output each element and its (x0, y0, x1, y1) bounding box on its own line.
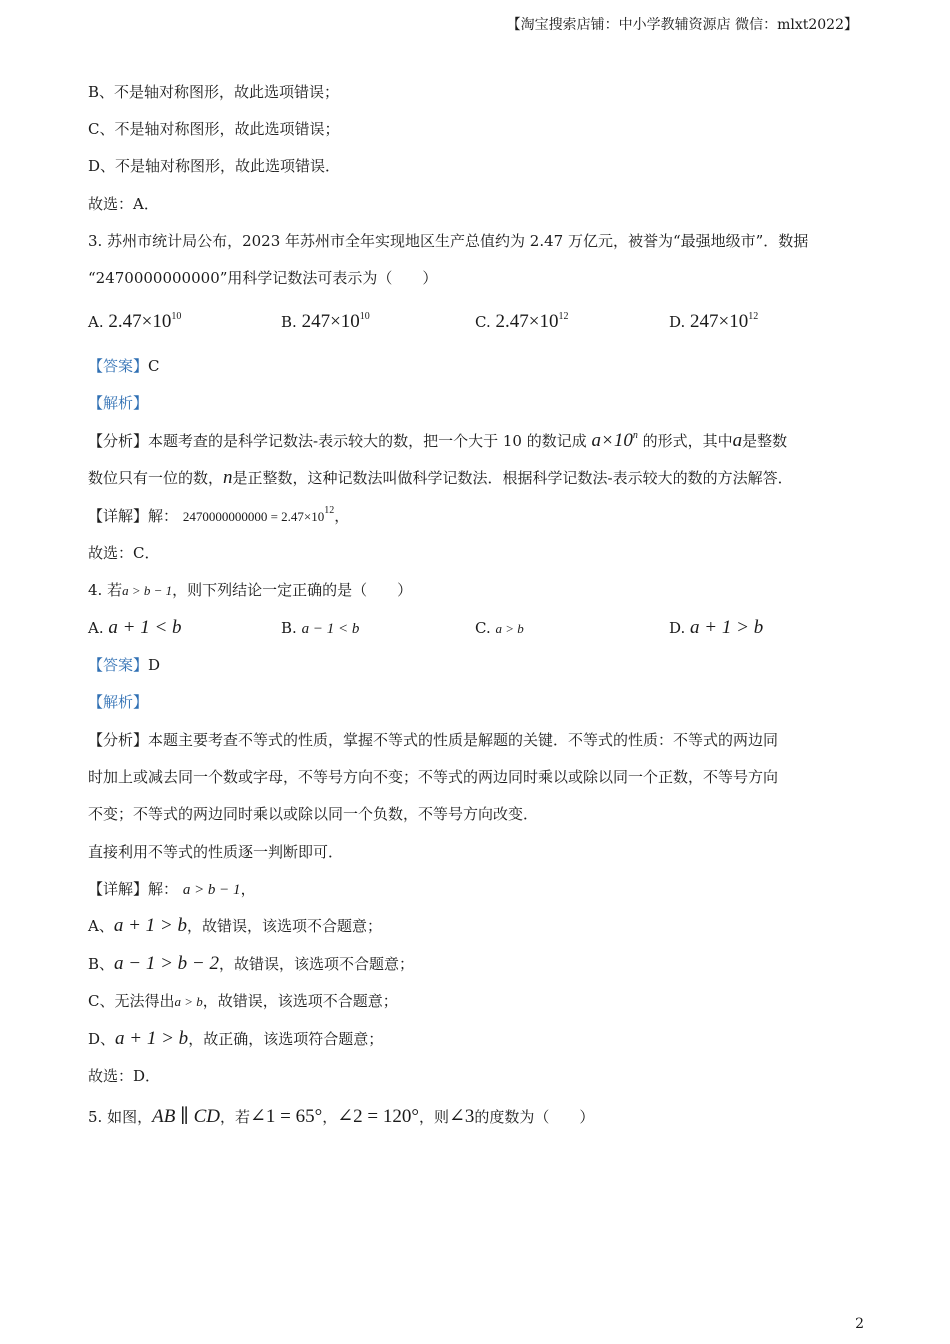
q2-option-c-explanation: C、不是轴对称图形，故此选项错误； (88, 120, 340, 138)
q3-option-a (88, 311, 181, 333)
detail-tag: 【详解】 (88, 507, 149, 525)
option-expression: a + 1 > b (690, 617, 764, 638)
q3-option-d (669, 311, 758, 333)
q3-stem-line1: 3. 苏州市统计局公布，2023 年苏州市全年实现地区生产总值约为 2.47 万亿元，被誉为“最强地级市”．数据 (88, 232, 809, 250)
page-header: 【淘宝搜索店铺：中小学教辅资源店 微信：mlxt2022】 (506, 17, 858, 33)
answer-tag: 【答案】 (88, 656, 149, 674)
q4-fenxi-line2: 时加上或减去同一个数或字母，不等号方向不变；不等式的两边同时乘以或除以同一个正数，不等号方向 (88, 768, 779, 786)
option-expression: a > b (495, 621, 524, 636)
option-letter: A. (88, 619, 104, 637)
option-expression: $247\times 10^{12}$ (690, 311, 759, 332)
q4-stem: 4. 若a > b − 1，则下列结论一定正确的是（ ） (88, 581, 413, 599)
option-expression: a − 1 < b (301, 621, 360, 637)
q4-option-a (88, 617, 182, 639)
option-letter: D. (669, 619, 686, 637)
q4-fenxi-line4: 直接利用不等式的性质逐一判断即可． (88, 843, 344, 861)
q4-analysis-tag: 【解析】 (88, 693, 149, 711)
q4-option-c (475, 617, 524, 640)
q3-stem-line2: “2470000000000”用科学记数法可表示为（ ） (88, 269, 438, 287)
q4-detail: 【详解】解： a > b − 1， (88, 880, 256, 898)
q4-choice: 故选：D． (88, 1067, 161, 1085)
option-expression: $2.47\times 10^{10}$ (108, 311, 182, 332)
q4-fenxi-line1: 【分析】本题主要考查不等式的性质，掌握不等式的性质是解题的关键．不等式的性质：不等式的两边同 (88, 731, 779, 749)
q2-option-d-explanation: D、不是轴对称图形，故此选项错误． (88, 157, 341, 175)
q3-analysis-tag: 【解析】 (88, 394, 149, 412)
q3-fenxi-line2: 数位只有一位的数，n是正整数，这种记数法叫做科学记数法．根据科学记数法-表示较大的数的方法解答． (88, 467, 793, 488)
option-expression: $247\times 10^{10}$ (301, 311, 370, 332)
detail-tag: 【详解】 (88, 880, 149, 898)
option-letter: C. (475, 313, 491, 331)
q4-fenxi-line3: 不变；不等式的两边同时乘以或除以同一个负数，不等号方向改变． (88, 805, 539, 823)
answer-tag: 【答案】 (88, 357, 149, 375)
q3-choice: 故选：C． (88, 544, 160, 562)
option-expression: $2.47\times 10^{12}$ (495, 311, 569, 332)
q5-stem: 5. 如图，AB ∥ CD，若∠1 = 65°，∠2 = 120°，则∠3的度数为（ ） (88, 1106, 595, 1127)
q4-detail-option-c: C、无法得出a > b，故错误，该选项不合题意； (88, 992, 398, 1010)
answer-value: C (148, 357, 160, 375)
q3-answer (88, 356, 864, 376)
q3-detail: 【详解】解： $2470000000000 = 2.47\times 10^{12}$， (88, 505, 350, 525)
option-letter: A. (88, 313, 104, 331)
q3-option-b (281, 311, 370, 333)
fenxi-tag: 【分析】 (88, 731, 149, 749)
q3-fenxi-line1: 【分析】本题考查的是科学记数法-表示较大的数，把一个大于 10 的数记成 $a\times 10^n$ 的形式，其中a是整数 (88, 430, 788, 451)
option-letter: D. (669, 313, 686, 331)
option-letter: B. (281, 313, 297, 331)
q2-option-b-explanation: B、不是轴对称图形，故此选项错误； (88, 83, 340, 101)
option-letter: C. (475, 619, 491, 637)
answer-value: D (148, 656, 161, 674)
page-number: 2 (855, 1316, 864, 1332)
q4-answer (88, 655, 864, 675)
q4-detail-option-d: D、a + 1 > b，故正确，该选项符合题意； (88, 1028, 384, 1049)
option-expression: a + 1 < b (108, 617, 182, 638)
q3-option-c (475, 311, 568, 333)
q2-choice: 故选：A． (88, 195, 159, 213)
q4-option-d (669, 617, 763, 639)
q4-detail-option-b: B、a − 1 > b − 2，故错误，该选项不合题意； (88, 953, 415, 974)
q4-option-b (281, 617, 359, 640)
fenxi-tag: 【分析】 (88, 432, 149, 450)
option-letter: B. (281, 619, 297, 637)
q4-detail-option-a: A、a + 1 > b，故错误，该选项不合题意； (88, 915, 383, 936)
